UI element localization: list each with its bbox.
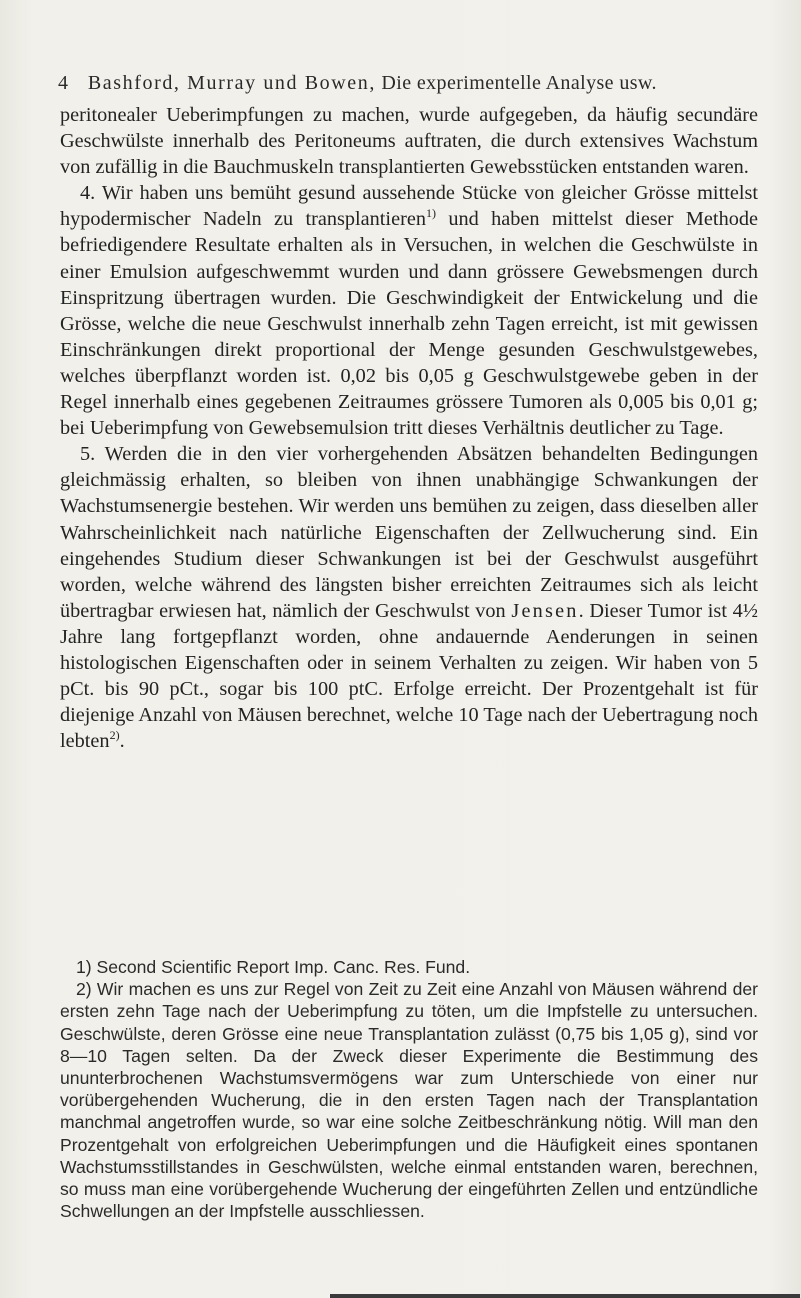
paragraph-continued: peritonealer Ueberimpfungen zu machen, wurde aufgegeben, da häufig secundäre Geschwülste innerhalb des Peritoneums auftraten, die durch extensives Wachstum von zufällig in die Bauchmuskeln transplantierten Gewebsstücken entstanden waren. [60,104,758,179]
paragraph-4 [60,180,758,441]
footnotes [60,956,758,1222]
footnote-1: 1) Second Scientific Report Imp. Canc. Res. Fund. [76,957,471,977]
author-name-jensen: Jensen [511,599,579,622]
footnote-ref-1: 1) [425,206,436,221]
paragraph-4-text-b: und haben mittelst dieser Methode befriedigendere Resultate erhalten als in Versuchen, in welchen die Geschwülste in einer Emulsion aufgeschwemmt wurden und dann grössere Gewebsmengen durch Einspritzung übertragen wurden. Die Geschwindigkeit der Entwickelung und die Grösse, welche die neue Geschwulst innerhalb zehn Tagen erreicht, ist mit gewissen Einschränkungen direkt proportional der Menge gesunden Geschwulstgewebes, welches überpflanzt worden ist. 0,02 bis 0,05 g Geschwulstgewebe geben in der Regel innerhalb eines gegebenen Zeitraumes grössere Tumoren als 0,005 bis 0,01 g; bei Ueberimpfung von Gewebsemulsion tritt dieses Verhältnis deutlicher zu Tage. [60,208,758,440]
paragraph-5-end: . [119,730,125,753]
paragraph-4-text-a: 4. Wir haben uns bemüht gesund aussehende Stücke von gleicher Grösse mittelst hypodermischer Nadeln zu transplantieren [60,182,758,231]
bottom-edge-shadow [330,1294,800,1298]
paragraph-5-text-b: . Dieser Tumor ist 4½ Jahre lang fortgepflanzt worden, ohne andauernde Aenderungen in seinen histologischen Eigenschaften oder in seinem Verhalten zu zeigen. Wir haben von 5 pCt. bis 90 pCt., sogar bis 100 ptC. Erfolge erreicht. Der Prozentgehalt ist für diejenige Anzahl von Mäusen berechnet, welche 10 Tage nach der Uebertragung noch lebten [60,599,758,753]
page-number: 4 [58,72,69,94]
paragraph-5 [60,441,758,754]
header-title: Die experimentelle Analyse usw. [381,72,657,94]
header-authors: Bashford, Murray und Bowen, [87,72,376,94]
footnote-ref-2: 2) [109,728,120,743]
footnote-2: 2) Wir machen es uns zur Regel von Zeit zu Zeit eine Anzahl von Mäusen während der ersten zehn Tage nach der Ueberimpfung zu töten, um die Impfstelle zu untersuchen. Geschwülste, deren Grösse eine neue Transplantation zulässt (0,75 bis 1,05 g), sind vor 8—10 Tagen selten. Da der Zweck dieser Experimente die Bestimmung des ununterbrochenen Wachstumsvermögens war zum Unterschiede von einer nur vorübergehenden Wucherung, die in den ersten Tagen nach der Transplantation manchmal angetroffen wurde, so war eine solche Zeitbeschränkung nötig. Will man den Prozentgehalt von erfolgreichen Ueberimpfungen und die Häufigkeit eines spontanen Wachstumsstillstandes in Geschwülsten, welche einmal entstanden waren, berechnen, so muss man eine vorübergehende Wucherung der eingeführten Zellen und entzündliche Schwellungen an der Impfstelle ausschliessen. [60,979,758,1222]
running-header [58,72,758,95]
body-text [60,102,758,754]
paragraph-5-text-a: 5. Werden die in den vier vorhergehenden Absätzen behandelten Bedingungen gleichmässig erhalten, so bleiben von ihnen unabhängige Schwankungen der Wachstumsenergie bestehen. Wir werden uns bemühen zu zeigen, dass dieselben aller Wahrscheinlichkeit nach natürliche Eigenschaften der Zellwucherung sind. Ein eingehendes Studium dieser Schwankungen ist bei der Geschwulst ausgeführt worden, welche während des längsten bisher erreichten Zeitraumes sich als leicht übertragbar erwiesen hat, nämlich der Geschwulst von [60,443,758,622]
